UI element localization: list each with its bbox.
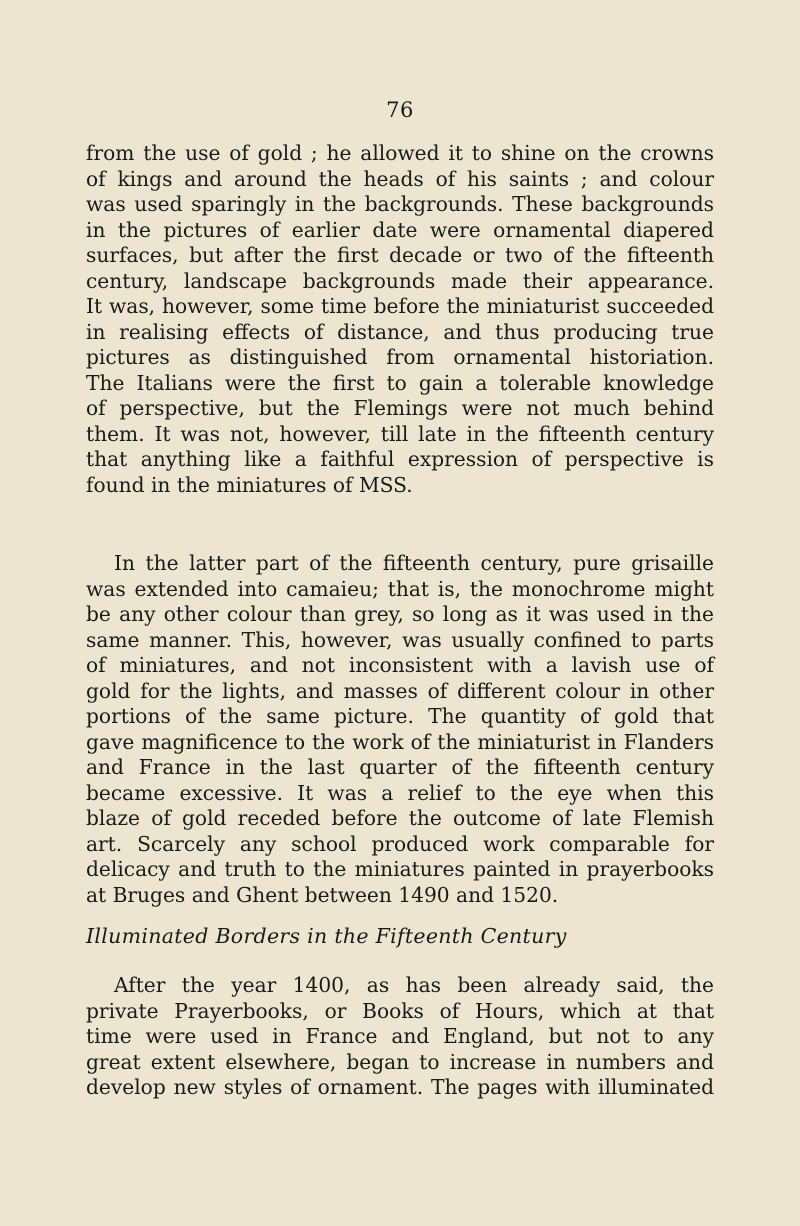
text-line: develop new styles of ornament. The pages with illuminated — [86, 1075, 714, 1099]
text-line: was used sparingly in the backgrounds. These backgrounds — [86, 192, 714, 216]
text-line: in realising effects of distance, and thus producing true — [86, 319, 714, 344]
text-line: of perspective, but the Flemings were not much behind — [86, 396, 714, 420]
text-line: pictures as distinguished from ornamental historiation. — [86, 345, 714, 369]
text-line: private Prayerbooks, or Books of Hours, which at that — [86, 998, 714, 1023]
text-line: time were used in France and England, but not to any — [86, 1024, 714, 1048]
text-line: art. Scarcely any school produced work comparable for — [86, 831, 714, 856]
text-line: became excessive. It was a relief to the eye when this — [86, 780, 714, 805]
text-line: same manner. This, however, was usually confined to parts — [86, 627, 714, 652]
text-line: The Italians were the first to gain a tolerable knowledge — [86, 370, 714, 395]
text-line: delicacy and truth to the miniatures painted in prayerbooks — [86, 857, 714, 881]
text-line: and France in the last quarter of the fifteenth century — [86, 755, 714, 779]
paragraph-2 — [86, 551, 714, 908]
text-line: gold for the lights, and masses of different colour in other — [86, 678, 714, 703]
text-line: After the year 1400, as has been already said, the — [114, 973, 714, 997]
text-line: that anything like a faithful expression of perspective is — [86, 447, 714, 471]
text-line: be any other colour than grey, so long as it was used in the — [86, 602, 714, 626]
text-line: them. It was not, however, till late in the fifteenth century — [86, 421, 714, 446]
page-number: 76 — [386, 98, 414, 122]
text-line: century, landscape backgrounds made their appearance. — [86, 268, 714, 293]
text-line: In the latter part of the fifteenth century, pure grisaille — [114, 551, 714, 575]
text-line: found in the miniatures of MSS. — [86, 472, 413, 497]
text-line: surfaces, but after the first decade or two of the fifteenth — [86, 243, 714, 267]
text-line: at Bruges and Ghent between 1490 and 1520. — [86, 882, 559, 907]
text-line: blaze of gold receded before the outcome of late Flemish — [86, 806, 714, 830]
section-heading: Illuminated Borders in the Fifteenth Century — [86, 924, 567, 948]
text-line: in the pictures of earlier date were ornamental diapered — [86, 217, 714, 242]
text-line: great extent elsewhere, began to increase in numbers and — [86, 1049, 714, 1074]
text-line: portions of the same picture. The quantity of gold that — [86, 704, 714, 728]
text-line: from the use of gold ; he allowed it to shine on the crowns — [86, 141, 714, 165]
text-line: of kings and around the heads of his saints ; and colour — [86, 166, 714, 191]
text-line: gave magnificence to the work of the miniaturist in Flanders — [86, 729, 714, 754]
text-line: It was, however, some time before the miniaturist succeeded — [86, 294, 714, 318]
paragraph-1 — [86, 141, 714, 498]
text-line: of miniatures, and not inconsistent with a lavish use of — [86, 653, 714, 677]
paragraph-3 — [86, 973, 714, 1101]
text-line: was extended into camaieu; that is, the monochrome might — [86, 576, 714, 601]
